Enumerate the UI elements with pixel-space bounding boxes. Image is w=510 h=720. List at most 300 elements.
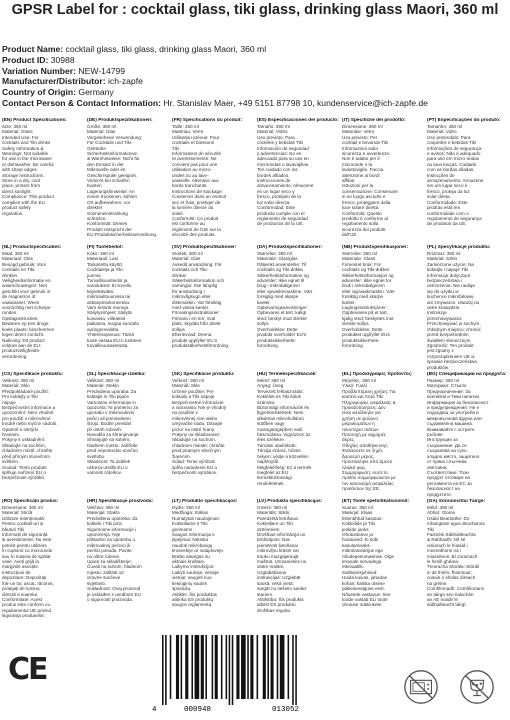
spec-line: koktele i Tiki pića [87,521,122,527]
spec-line: protejați de lumina [2,586,40,592]
spec-line: sollys. [257,321,270,327]
spec-line: termékbiztonsági [257,475,292,481]
spec-line: Materiaal: Glas [2,256,33,262]
spec-line: Φυλάσσετε σε ξηρό, [342,448,384,454]
spec-line: Rozmiar: 360 ml [427,251,461,256]
spec-line: lavastoviglie. Faccia [342,167,384,173]
spec-line: Utilizare intenționată: [2,515,45,521]
spec-line: para uso em micro-ondas [427,156,480,162]
spec-line: piemērots lietošanai [257,542,298,548]
spec-line: cosain ó sholas díreach [427,575,476,581]
spec-line: Tiki [172,145,179,151]
spec-line: megfelel az EU [257,469,289,475]
spec-line: Uso previsto: Per [342,134,378,140]
spec-line: plats, skydda från direkt [172,321,221,327]
ce-mark: CE [8,652,47,687]
spec-line: pred priamym slnečným [172,448,221,454]
spec-line: waarschuwingen: Niet [2,283,47,289]
spec-line: cócteles y bebidas Tiki [257,140,303,146]
spec-line: ръбове. [427,432,444,438]
spec-line: Instrucțiuni de [2,569,31,575]
spec-line: oiriúnach le húsáid i [427,542,468,548]
spec-heading: (EL) Προδιαγραφές προϊόντος: [342,372,413,377]
spec-line: Comhlíonadh: Comhlíonann [427,586,485,592]
spec-line: directă a soarelui. [2,591,39,597]
spec-line: használatra. Vigyázzon az [257,432,311,438]
spec-line: ostre krawędzie. [427,305,461,311]
spec-line: cocktails et boissons [172,140,215,146]
spec-line: drošības regulai. [257,607,291,613]
spec-line: sted; beskyt mod direkte [257,315,307,321]
spec-line: Предназначение: За [427,388,471,394]
spec-line: băuturi Tiki [2,526,25,532]
spec-line: figyelmeztetések: Nem [257,410,304,416]
spec-line: advarsler: Ikke egnet til [257,278,305,284]
spec-line: tegen direct zonlicht. [2,332,45,338]
spec-line: forordning. [342,342,364,348]
spec-line: Bewaren op een droge, [2,321,50,327]
spec-line: Medžiaga: Stiklas [172,510,209,516]
spec-line: varnosti izdelkov. [87,469,122,475]
spec-line: depozitare: Depozitați [2,575,47,581]
spec-line: Getränke [87,145,106,151]
spec-line: Størrelse: 360 ml [342,251,377,256]
spec-line: προστατέψτε από άμεσο [342,459,393,465]
info-key: Manufacturer/Distributor: [2,76,106,87]
spec-line: pečici ali pomivalnem [87,415,131,421]
no-dishwasher-icon [458,668,496,706]
spec-line: Storlek: 360 ml [172,251,203,256]
spec-line: chladném místě; chraňte [2,448,53,454]
spec-line: miasniteoir. Bí cúramach [427,553,478,559]
spec-heading: (HR) Specifikacije proizvoda: [87,499,154,504]
spec-line: światłem słonecznym. [427,337,472,343]
spec-heading: (GA) Sonraíochtaí Táirge: [427,499,486,504]
spec-line: mikrolaineahjus ega [342,548,383,554]
spec-line: Uzglabāšanas [257,569,287,575]
spec-line: Информация за безопасност [427,399,489,405]
spec-line: rendeletének. [257,480,285,486]
spec-line: produktet oppfyller EUs [342,332,390,338]
spec-line: Sigurnosne informacije i [87,526,137,532]
spec-line: Matériau: Verre [172,129,204,135]
spec-line: Size: 360 ml [2,124,28,129]
spec-line: la lumière directe du [172,205,214,211]
spec-line: an táirge seo rialachán [427,591,474,597]
spec-line: Ettenähtud kasutus: [342,515,383,521]
spec-line: varoitukset: Ei sovellu [87,283,132,289]
spec-line: Tárolási utasítások: [257,442,297,448]
spec-line: съхранява на сухо, [427,448,468,454]
spec-line: Съответствие: Този [427,469,469,475]
spec-line: ani zmywarce. Uważaj na [427,299,480,305]
spec-line: cocktails og Tiki-drikke [257,267,303,273]
spec-line: Størrelse: 360 ml [257,251,292,256]
spec-line: forsiktig med skarpe [342,294,384,300]
spec-line: Store in a dry, cool [2,178,40,184]
spec-line: Naleving: Dit product [2,337,45,343]
spec-line: Materiál: Sklo [172,383,200,389]
spec-block [2,372,86,498]
spec-line: ostrzeżenia: Nie nadaje [427,283,476,289]
spec-line: przechowywania: [427,315,463,321]
spec-line: jookide jaoks [342,526,369,532]
spec-line: & Rabhaidh: Níl sé [427,537,466,543]
spec-line: Προσοχή με αιχμηρές [342,432,387,438]
spec-line: nõudepesumasinas. Olge [342,553,395,559]
spec-line: Instruções de [427,172,455,178]
spec-line: Συμμόρφωση: Αυτό το [342,469,388,475]
spec-block [87,372,171,498]
spec-line: Predviđena upotreba: Za [87,515,138,521]
spec-line: vietoje; saugoti nuo [172,575,212,581]
spec-line: Material: Sticlă [2,510,33,516]
spec-line: коктейли и Тики напитки [427,394,480,400]
info-value: Germany [78,87,114,98]
spec-line: Efterlevnad: Denna [172,332,212,338]
spec-line: produktów. [427,364,450,370]
spec-line: produktsikkerhets- [342,337,380,343]
spec-line: și avertismente: Nu este [2,537,52,543]
spec-line: Koktélok és Tiki italok [257,394,301,400]
spec-line: светлина. [427,464,448,470]
no-microwave-icon [402,668,440,706]
spec-line: Conformité: Ce produit [172,215,219,221]
spec-line: saugos reglamentą. [172,602,213,608]
spec-block [2,118,86,244]
spec-line: bords tranchants. [172,183,208,189]
spec-line: Vorsicht bei scharfen [87,178,130,184]
spec-line: Pro koktejly a Tiki [2,394,38,400]
spec-line: się do użytku w [427,288,459,294]
spec-line: vaatwasser. Wees [2,299,40,305]
spec-line: Méid: 360 ml [427,505,454,510]
spec-line: för användning i [172,288,205,294]
spec-line: je usklađen s uredbom EU [87,591,141,597]
spec-line: juomia [87,272,101,278]
spec-line: Opbevaringsanvisninger: [257,305,308,311]
spec-line: Materiāls: Stikls [257,510,290,516]
spec-block [257,118,341,244]
spec-line: sec et frais, protéger de [172,199,221,205]
spec-line: κοκτέιλ και ποτά Tiki [342,394,383,400]
spec-line: a varovania: Nie je vhodný [172,405,227,411]
spec-line: trauku mazgājamajā [257,553,299,559]
spec-line: koele plaats; beschermen [2,326,55,332]
spec-line: toode vastab ELi toote [342,596,388,602]
spec-line: pozor na ostré hrany. [172,426,216,432]
spec-line: marginile ascuțite. [2,564,40,570]
spec-line: Úsáid Beartaithe: Do [427,515,470,521]
spec-line: na použitie v [172,410,198,416]
spec-line: Tiki [427,526,434,532]
spec-line: Varo teräviä reunoja. [87,305,130,311]
spec-line: Informazioni sulla [342,145,378,151]
spec-line: Pentru cocktail-uri și [2,521,44,527]
spec-block [342,245,426,371]
spec-line: Drošības informācija un [257,532,306,538]
spec-line: Προβλεπόμενη χρήση: Για [342,388,396,394]
spec-line: y advertencias: No es [257,151,302,157]
label-footer [0,628,510,720]
spec-line: conformidade com o [427,210,469,216]
spec-line: astianpesukoneessa. [87,299,131,305]
spec-line: käytettäväksi [87,288,114,294]
spec-line: de magnetron of [2,294,36,300]
spec-line: gėrimams [172,526,193,532]
spec-line: Tarkoitettu käyttö: [87,261,124,267]
spec-line: Biztonsági információk és [257,405,310,411]
spec-line: mikroviļņu krāsnī vai [257,548,299,554]
spec-line: подходящ за употреба в [427,410,479,416]
spec-block [342,118,426,244]
spec-line: įspėjimai: Netinka [172,537,208,543]
spec-line: prikladno za upotrebu u [87,537,136,543]
spec-heading: (EN) Product Specifications: [2,118,67,123]
spec-line: Informations de sécurité [172,151,222,157]
spec-line: χρήση σε φούρνο [342,415,378,421]
spec-block [427,372,510,498]
spec-line: Skladujte na suchom, [172,437,216,443]
spec-line: brīdinājumi: Nav [257,537,291,543]
spec-line: mikroaaltouunissa tai [87,294,131,300]
spec-line: place, protect from [2,183,41,189]
spec-line: Beoogd gebruik: Voor [2,261,47,267]
spec-line: Cocktaileja ja Tiki- [87,267,125,273]
spec-block [172,118,256,244]
spec-line: Säilitamisjuhised: [342,569,378,575]
spec-line: sausā, vēsā vietā; [257,580,294,586]
spec-line: e avisos: Não é adequado [427,151,481,157]
spec-line: Kanten. [87,183,103,189]
spec-line: stariem. [257,591,274,597]
spec-line: umývačke riadu. Dávajte [172,421,223,427]
spec-line: Υλικό: Γυαλί [342,383,367,389]
spec-block [257,499,341,625]
spec-line: Opslaginstructies: [2,315,39,321]
spec-line: Conformità: Questo [342,210,382,216]
spec-line: Οδηγίες αποθήκευσης: [342,442,389,448]
spec-heading: (LV) Produkta specifikācijas: [257,499,323,504]
spec-line: světlem. [2,459,20,465]
spec-block [342,372,426,498]
spec-line: naudoti mikrobangų [172,542,213,548]
spec-line: Numatytas naudojimas: [172,515,221,521]
spec-line: Suurus: 360 ml [342,505,373,510]
spec-line: with sharp edges. [2,167,39,173]
spec-heading: (RO) Specificații produs: [2,499,59,504]
spec-line: sprawie bezpieczeństwa [427,359,477,365]
spec-line: Materiale: Glas/glas [257,256,298,262]
spec-line: com as bordas afiadas. [427,167,475,173]
spec-line: Materiale: Glass [342,256,376,262]
spec-line: Veľkosť: 360 ml [172,378,204,383]
spec-line: micreathonn ná i [427,548,461,554]
spec-line: EU-Produktsicherheitsverordnung. [87,232,158,238]
spec-line: Pokyny na skladovanie: [172,432,221,438]
spec-line: Für Cocktails und Tiki- [87,140,133,146]
spec-line: de produtos da UE. [427,221,467,227]
spec-line: soleil. [172,210,184,216]
spec-line: cocktails og Tiki-drikker [342,267,390,273]
spec-heading: (BG) Спецификации на продукта: [427,372,507,377]
spec-line: mikrovågsugn eller [172,294,211,300]
spec-line: Turvallisuustiedot ja [87,278,128,284]
spec-line: product safety [2,205,31,211]
spec-line: számára [257,399,275,405]
spec-line: съдомиялна машина. [427,421,473,427]
spec-line: Laikyti sausoje, vėsioje [172,569,219,575]
spec-line: Súlad: Tento výrobok [172,459,215,465]
label-title: GPSR Label for : cocktail glass, tiki glass, drinking glass Maori, 360 ml [11,2,499,18]
spec-line: utilisation au micro- [172,167,212,173]
spec-line: Oppbevares på et tørt, [342,310,388,316]
spec-line: pri ostrih robovih. [87,426,123,432]
spec-heading: (IT) Specifiche del prodotto: [342,118,406,123]
spec-line: Dimensione: 360 ml [342,124,383,129]
spec-line: jest zgodny z [427,348,454,354]
spec-line: Utilisation prévue: Pour [172,134,220,140]
spec-line: svjetlosti. [87,580,106,586]
spec-line: aštriais kraštais. [172,559,205,565]
spec-line: in áit thirim, fhionnuar; [427,569,473,575]
spec-line: Skladnost: Ta izdelek [87,459,131,465]
spec-line: Opatrně s ostrými [2,426,39,432]
spec-line: Velikost: 360 ml [2,378,35,383]
spec-line: sábháilteacht táirgí. [427,602,467,608]
spec-line: προϊόν συμμορφώνεται με [342,475,396,481]
spec-heading: (SK) Špecifikácie produktu: [172,372,235,377]
spec-line: Informacje dotyczące [427,272,471,278]
spec-line: sicurezza dei prodotti [342,226,386,232]
spec-line: éles szélekre. [257,437,286,443]
spec-line: hoiatused: Ei sobi [342,537,379,543]
spec-line: chladnom mieste; chráňte [172,442,225,448]
barcode-right-digits: 013052 [272,706,300,713]
spec-line: πλυντήριο πιάτων. [342,426,380,432]
spec-line: Sikkerhedsinformation og [257,272,309,278]
spec-line: хладно място, защитено [427,453,480,459]
spec-heading: (DA) Produktspecifikationer: [257,245,323,250]
spec-line: Faisnéis Sábháilteachta [427,532,476,538]
spec-line: geschikt voor gebruik in [2,288,51,294]
spec-line: producto cumple con el [257,210,305,216]
spec-line: Istruzioni per la [342,183,374,189]
spec-line: voorzichtig met scherpe [2,305,51,311]
spec-block [427,245,510,371]
spec-line: Materiał: Szkło [427,256,458,262]
spec-line: продуктите. [427,491,453,497]
info-value: cocktail glass, tiki glass, drinking glass Maori, 360 ml [65,44,267,54]
spec-line: и предупреждения: Не е [427,405,480,411]
spec-line: Ábhar: Gloine [427,510,456,516]
spec-line: Zamierzone użycie: Na [427,261,474,267]
spec-line: mikrovlnnej rúre alebo [172,415,218,421]
spec-line: Maat: 360 ml [2,251,29,256]
spec-line: Material: Steklo [87,383,119,389]
spec-line: Conserver dans un endroit [172,194,227,200]
spec-line: in un luogo asciutto e [342,194,386,200]
spec-block [342,499,426,625]
spec-line: Navodila za shranjevanje: [87,432,140,438]
spec-line: Zgodność: Ten produkt [427,342,474,348]
spec-line: Veiligheidsinformatie en [2,278,51,284]
spec-line: Méret: 360 ml [257,378,286,383]
spec-line: Förvaringsinstruktioner: [172,310,220,316]
spec-line: Sikkerhetsinformasjon og [342,272,394,278]
spec-line: cocktails och Tiki- [172,267,208,273]
spec-line: Materiál: Sklo [2,383,30,389]
spec-line: attenzione ai bordi [342,172,380,178]
spec-line: Påtænkt anvendelse: Til [257,261,307,267]
spec-line: Laikymo instrukcijos: [172,564,215,570]
spec-line: Tamaño: 360 ml [257,124,290,129]
spec-line: Avsedd användning: För [172,261,222,267]
ean-barcode [150,633,364,713]
spec-line: τον κανονισμό ασφαλείας [342,480,394,486]
spec-block [87,118,171,244]
info-row [2,66,508,77]
spec-line: προειδοποιήσεις: Δεν [342,405,386,411]
spec-line: Material: Glas [172,256,201,262]
spec-line: kjølig sted; beskyttes mot [342,315,394,321]
spec-line: Conformidad: Este [257,205,296,211]
spec-line: Instrukcje [427,310,447,316]
spec-line: spindulių. [172,586,192,592]
spec-line: cocktails and Tiki drinks [2,140,51,146]
spec-line: Velikost: 360 ml [87,378,120,383]
spec-line: kohas; kaitsta otsese [342,580,385,586]
spec-line: Размер: 360 ml [427,378,460,383]
spec-line: uporabo v mikrovalovni [87,410,135,416]
spec-line: est conforme au [172,221,205,227]
spec-line: Materijal: Staklo [87,510,120,516]
spec-line: Sicherheitsinformationen [87,151,138,157]
spec-line: Materiaali: Lasi [87,256,118,262]
spec-line: einem trockenen, kühlen [87,194,138,200]
spec-line: svetlobo. [87,453,106,459]
spec-line: perilici posuđa. Pazite [87,548,132,554]
spec-heading: (ES) Especificaciones del producto: [257,118,339,123]
spec-heading: (HU) Termékspecifikációk: [257,372,317,377]
spec-line: ondes ou au lave- [172,172,209,178]
barcode-left-digits: 000948 [184,706,212,713]
spec-line: Instructions de stockage: [172,188,223,194]
spec-heading: (SL) Specifikacije izdelka: [87,372,146,377]
spec-block [172,499,256,625]
info-row [2,76,508,87]
spec-line: luz solar directa. [257,199,291,205]
spec-heading: (PT) Especificações do produto: [427,118,501,123]
spec-line: Megfelelőség: Ez a termék [257,464,312,470]
spec-line: bezpieczeństwa i [427,278,462,284]
spec-line: Ohutusteave ja [342,532,373,538]
spec-line: regulamentul UE privind [2,607,52,613]
spec-line: микровълнова фурна или [427,415,482,421]
spec-line: άκρες. [342,437,356,443]
spec-line: atitinka ES produktų [172,596,214,602]
spec-line: sicurezza e avvertenze: [342,151,391,157]
spec-line: Atbilstība: Šis produkts [257,596,304,602]
info-value: NEW-14799 [78,65,126,76]
spec-line: de productos de la UE. [257,221,304,227]
spec-line: auringonvalolta. [87,326,120,332]
spec-line: Overholdelse: Dette [257,326,298,332]
spec-line: Conformidade: Este [427,199,468,205]
product-info [2,44,508,109]
spec-line: vaisselle. Attention aux [172,178,219,184]
spec-line: Varnostne informacije in [87,399,136,405]
